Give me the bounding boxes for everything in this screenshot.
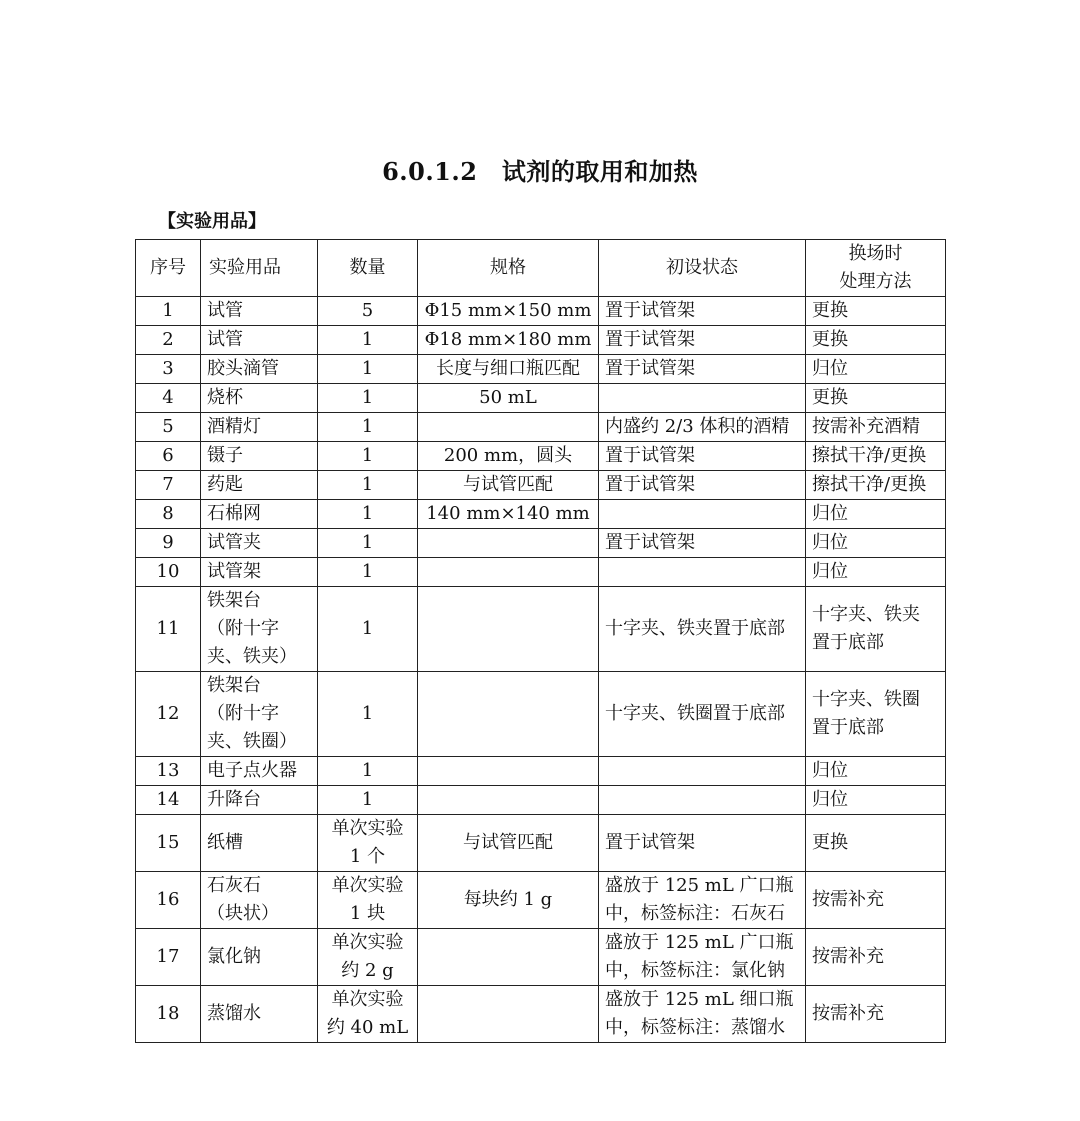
cell-item: 石灰石 （块状）	[201, 872, 318, 929]
cell-index: 10	[136, 558, 201, 587]
cell-index: 12	[136, 672, 201, 757]
cell-handling: 擦拭干净/更换	[806, 442, 946, 471]
cell-quantity: 1	[318, 786, 418, 815]
table-row	[136, 986, 946, 1043]
cell-index: 17	[136, 929, 201, 986]
page-title: 6.0.1.2 试剂的取用和加热	[382, 157, 698, 186]
cell-quantity: 1	[318, 413, 418, 442]
cell-spec	[418, 986, 599, 1043]
cell-item: 试管	[201, 326, 318, 355]
cell-spec: 与试管匹配	[418, 815, 599, 872]
cell-item: 酒精灯	[201, 413, 318, 442]
cell-item: 蒸馏水	[201, 986, 318, 1043]
cell-handling: 归位	[806, 757, 946, 786]
cell-index: 4	[136, 384, 201, 413]
cell-quantity: 1	[318, 500, 418, 529]
header-spec: 规格	[418, 240, 599, 297]
cell-index: 18	[136, 986, 201, 1043]
cell-handling: 按需补充	[806, 929, 946, 986]
header-quantity: 数量	[318, 240, 418, 297]
cell-handling: 归位	[806, 529, 946, 558]
table-row	[136, 786, 946, 815]
cell-item: 试管架	[201, 558, 318, 587]
cell-initial-state: 置于试管架	[599, 815, 806, 872]
cell-spec: 与试管匹配	[418, 471, 599, 500]
cell-initial-state: 置于试管架	[599, 297, 806, 326]
cell-index: 2	[136, 326, 201, 355]
cell-index: 5	[136, 413, 201, 442]
cell-index: 6	[136, 442, 201, 471]
cell-handling: 十字夹、铁夹 置于底部	[806, 587, 946, 672]
cell-item: 纸槽	[201, 815, 318, 872]
cell-quantity: 单次实验 约 2 g	[318, 929, 418, 986]
cell-index: 15	[136, 815, 201, 872]
table-row	[136, 529, 946, 558]
table-row	[136, 929, 946, 986]
cell-spec	[418, 672, 599, 757]
table-row	[136, 500, 946, 529]
table-row	[136, 442, 946, 471]
cell-initial-state: 置于试管架	[599, 326, 806, 355]
cell-spec: Φ18 mm×180 mm	[418, 326, 599, 355]
cell-initial-state: 十字夹、铁圈置于底部	[599, 672, 806, 757]
cell-handling: 擦拭干净/更换	[806, 471, 946, 500]
table-header-row	[136, 240, 946, 297]
cell-spec	[418, 929, 599, 986]
cell-item: 铁架台 （附十字 夹、铁圈）	[201, 672, 318, 757]
table-body	[136, 297, 946, 1043]
cell-item: 试管夹	[201, 529, 318, 558]
table-row	[136, 355, 946, 384]
cell-item: 胶头滴管	[201, 355, 318, 384]
materials-table	[135, 239, 946, 1043]
cell-quantity: 1	[318, 442, 418, 471]
cell-quantity: 1	[318, 384, 418, 413]
cell-initial-state	[599, 500, 806, 529]
cell-spec	[418, 529, 599, 558]
cell-item: 铁架台 （附十字 夹、铁夹）	[201, 587, 318, 672]
cell-spec	[418, 786, 599, 815]
cell-initial-state	[599, 786, 806, 815]
cell-initial-state	[599, 757, 806, 786]
cell-quantity: 1	[318, 587, 418, 672]
table-row	[136, 471, 946, 500]
cell-handling: 归位	[806, 355, 946, 384]
header-initial-state: 初设状态	[599, 240, 806, 297]
cell-index: 13	[136, 757, 201, 786]
header-index: 序号	[136, 240, 201, 297]
cell-initial-state: 十字夹、铁夹置于底部	[599, 587, 806, 672]
cell-quantity: 1	[318, 672, 418, 757]
cell-index: 16	[136, 872, 201, 929]
cell-spec: 长度与细口瓶匹配	[418, 355, 599, 384]
cell-quantity: 1	[318, 355, 418, 384]
cell-initial-state: 盛放于 125 mL 广口瓶 中，标签标注：石灰石	[599, 872, 806, 929]
cell-initial-state: 置于试管架	[599, 442, 806, 471]
table-row	[136, 757, 946, 786]
cell-initial-state	[599, 558, 806, 587]
cell-item: 药匙	[201, 471, 318, 500]
table-row	[136, 815, 946, 872]
cell-handling: 十字夹、铁圈 置于底部	[806, 672, 946, 757]
header-handling: 换场时 处理方法	[806, 240, 946, 297]
cell-index: 8	[136, 500, 201, 529]
cell-item: 氯化钠	[201, 929, 318, 986]
cell-quantity: 1	[318, 471, 418, 500]
cell-handling: 按需补充	[806, 986, 946, 1043]
cell-initial-state: 置于试管架	[599, 355, 806, 384]
cell-index: 9	[136, 529, 201, 558]
cell-item: 烧杯	[201, 384, 318, 413]
cell-quantity: 单次实验 1 块	[318, 872, 418, 929]
cell-spec	[418, 587, 599, 672]
cell-index: 14	[136, 786, 201, 815]
cell-quantity: 1	[318, 757, 418, 786]
cell-initial-state: 置于试管架	[599, 529, 806, 558]
cell-handling: 归位	[806, 558, 946, 587]
cell-spec	[418, 757, 599, 786]
section-label: 【实验用品】	[158, 211, 266, 232]
table-row	[136, 384, 946, 413]
cell-handling: 归位	[806, 500, 946, 529]
cell-handling: 更换	[806, 326, 946, 355]
header-item: 实验用品	[201, 240, 318, 297]
cell-quantity: 1	[318, 326, 418, 355]
cell-handling: 按需补充酒精	[806, 413, 946, 442]
cell-handling: 归位	[806, 786, 946, 815]
cell-quantity: 1	[318, 558, 418, 587]
cell-item: 升降台	[201, 786, 318, 815]
cell-spec: 140 mm×140 mm	[418, 500, 599, 529]
cell-index: 3	[136, 355, 201, 384]
cell-item: 石棉网	[201, 500, 318, 529]
cell-quantity: 单次实验 1 个	[318, 815, 418, 872]
cell-handling: 更换	[806, 297, 946, 326]
cell-spec: 每块约 1 g	[418, 872, 599, 929]
table-row	[136, 558, 946, 587]
cell-index: 7	[136, 471, 201, 500]
cell-initial-state: 盛放于 125 mL 广口瓶 中，标签标注：氯化钠	[599, 929, 806, 986]
cell-quantity: 5	[318, 297, 418, 326]
table-row	[136, 413, 946, 442]
cell-initial-state: 内盛约 2/3 体积的酒精	[599, 413, 806, 442]
table-row	[136, 587, 946, 672]
cell-spec: Φ15 mm×150 mm	[418, 297, 599, 326]
cell-spec: 50 mL	[418, 384, 599, 413]
cell-item: 镊子	[201, 442, 318, 471]
cell-quantity: 1	[318, 529, 418, 558]
cell-spec: 200 mm，圆头	[418, 442, 599, 471]
cell-initial-state: 盛放于 125 mL 细口瓶 中，标签标注：蒸馏水	[599, 986, 806, 1043]
table-row	[136, 326, 946, 355]
cell-spec	[418, 558, 599, 587]
cell-quantity: 单次实验 约 40 mL	[318, 986, 418, 1043]
table-row	[136, 672, 946, 757]
cell-spec	[418, 413, 599, 442]
cell-initial-state	[599, 384, 806, 413]
table-row	[136, 297, 946, 326]
cell-item: 试管	[201, 297, 318, 326]
table-row	[136, 872, 946, 929]
cell-handling: 按需补充	[806, 872, 946, 929]
cell-handling: 更换	[806, 815, 946, 872]
cell-index: 1	[136, 297, 201, 326]
cell-item: 电子点火器	[201, 757, 318, 786]
cell-handling: 更换	[806, 384, 946, 413]
cell-initial-state: 置于试管架	[599, 471, 806, 500]
cell-index: 11	[136, 587, 201, 672]
